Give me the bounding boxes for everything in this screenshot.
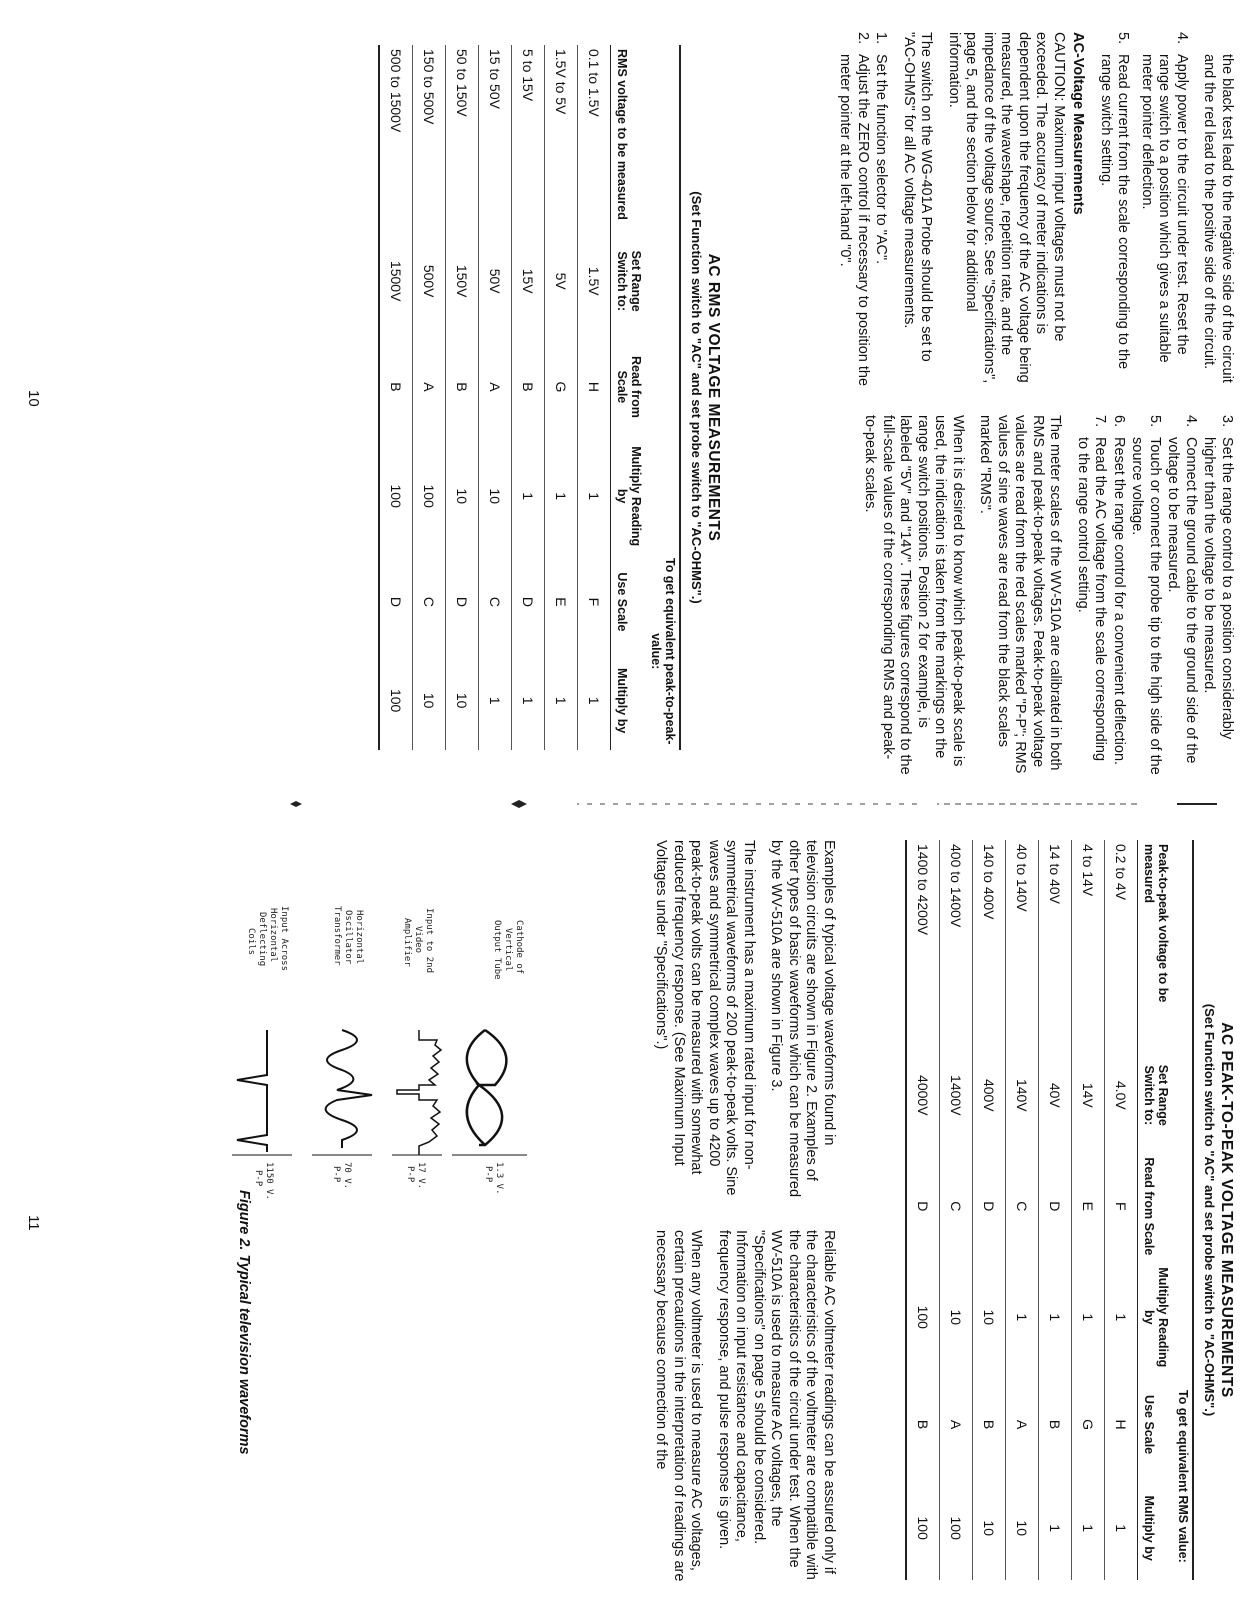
table-row: 140 to 400V 400V D 10 B 10 <box>973 840 1006 1580</box>
rms-group-header: To get equivalent peak-to-peak-value: <box>645 553 680 750</box>
table-row: 150 to 500V 500V A 100 C 10 <box>413 45 446 750</box>
list-item: 4. Apply power to the circuit under test. Reset the range switch to a position which gives a suitable meter pointer deflection. <box>1139 32 1190 363</box>
list-item: 2. Adjust the ZERO control if necessary to position the meter pointer at the left-hand "0". <box>837 32 871 387</box>
waveform-label: HorizontalOscillatorTransformer <box>332 906 364 966</box>
column-header: Multiply by <box>1138 1476 1173 1580</box>
column-header: RMS voltage to be measured <box>611 45 646 228</box>
list-item: 1. Set the function selector to "AC". <box>873 32 890 265</box>
right-column-1 <box>642 840 837 1200</box>
table-row: 500 to 1500V 1500V B 100 D 100 <box>379 45 413 750</box>
pp-table-title: AC PEAK-TO-PEAK VOLTAGE MEASUREMENTS <box>1218 1022 1235 1398</box>
page-number-11: 11 <box>25 1215 42 1231</box>
rms-table-subtitle: (Set Function switch to "AC" and set probe switch to "AC-OHMS".) <box>689 191 704 604</box>
list-item: 6. Reset the range control for a convenient deflection. <box>1111 415 1127 766</box>
table-row: 50 to 150V 150V B 10 D 10 <box>446 45 479 750</box>
table-row: 0.2 to 4V 4.0V F 1 H 1 <box>1105 840 1138 1580</box>
page-number-10: 10 <box>25 390 42 407</box>
table-row: 14 to 40V 40V D 1 B 1 <box>1039 840 1072 1580</box>
paragraph-meter-scales: The meter scales of the WV-510A are calibrated in both RMS and peak-to-peak voltages. Peak-to-peak voltage values are read from the red scales marked "P-P"; RMS values of sine waves are read from the black scales marked "RMS". <box>977 415 1064 774</box>
waveform-amplitude: 70 V.P-P <box>331 1162 352 1190</box>
page-10 <box>0 0 1257 790</box>
table-row: 40 to 140V 140V C 1 A 10 <box>1006 840 1039 1580</box>
column-header: Set Range Switch to: <box>1138 1040 1173 1151</box>
gutter-divider <box>37 790 1217 820</box>
table-row: 15 to 50V 50V A 10 C 1 <box>479 45 512 750</box>
figure-2-caption: Figure 2. Typical television waveforms <box>236 1190 252 1455</box>
paragraph-examples: Examples of typical voltage waveforms found in television circuits are shown in Figure 2. Examples of other types of basic waveforms which can be measured by the WV-510A are shown in Figure 3. <box>768 840 837 1198</box>
column-header: Use Scale <box>1138 1373 1173 1477</box>
page-11 <box>0 820 1257 1608</box>
paragraph-max-input: The instrument has a maximum rated input for non-symmetrical waveforms of 200 peak-to-peak volts. Sine waves and symmetrical complex waves up to 4200 peak-to-peak volts can be measured with somewhat reduced frequency response. (See Maximum Input Voltages under "Specifications".) <box>653 840 757 1196</box>
left-column-1 <box>826 32 1235 387</box>
waveform-amplitude: 1.3 V.P-P <box>483 1162 504 1195</box>
rms-table <box>378 45 681 750</box>
list-item: 4. Connect the ground cable to the ground side of the voltage to be measured. <box>1165 415 1199 764</box>
list-item: 5. Read current from the scale corresponding to the range switch setting. <box>1098 32 1132 370</box>
paragraph-when-voltmeter: When any voltmeter is used to measure AC voltages, certain precautions in the interpretation of readings are necessary because connection of the <box>653 1230 705 1582</box>
waveform-label: Cathode ofVerticalOutput Tube <box>492 920 524 980</box>
table-row: 5 to 15V 15V B 1 D 1 <box>512 45 545 750</box>
table-row: 0.1 to 1.5V 1.5V H 1 F 1 <box>578 45 611 750</box>
column-header: Multiply Reading by <box>611 440 646 553</box>
waveform-label: Input to 2ndVideoAmplifier <box>402 908 434 974</box>
column-header: Peak-to-peak voltage to be measured <box>1138 840 1173 1040</box>
list-item: 5. Touch or connect the probe tip to the high side of the source voltage. <box>1129 415 1163 775</box>
pp-table <box>905 840 1194 1580</box>
step-list-b <box>836 32 890 387</box>
column-header: Multiply Reading by <box>1138 1262 1173 1373</box>
waveform-amplitude: 17 V.P-P <box>405 1162 426 1190</box>
step-list-a <box>1097 32 1191 387</box>
pp-table-block <box>905 840 1235 1580</box>
pp-group-header: To get equivalent RMS value: <box>1172 1373 1193 1580</box>
rms-table-block <box>378 45 722 750</box>
column-header: Set Range Switch to: <box>611 228 646 334</box>
step-list-c <box>1074 415 1236 775</box>
list-item: 3. Set the range control to a position considerably higher than the voltage to be measured. <box>1201 415 1235 740</box>
column-header: Multiply by <box>611 651 646 750</box>
waveform-video-amplifier <box>392 908 442 1189</box>
table-row: 1.5V to 5V 5V G 1 E 1 <box>545 45 578 750</box>
section-heading-ac-voltage: AC-Voltage Measurements <box>1070 32 1087 215</box>
list-item: 7. Read the AC voltage from the scale corresponding to the range control setting. <box>1075 415 1109 762</box>
waveform-amplitude: 1150 V.P-P <box>253 1162 274 1200</box>
waveform-vertical-output <box>452 920 527 1195</box>
paragraph-which-scale: When it is desired to know which peak-to-peak scale is used, the indication is taken from the markings on the range switch positions. Position 2 for example, is labeled "5V" and "14V". These figures correspond to the full-scale values of the corresponding RMS and peak-to-peak scales. <box>862 415 966 775</box>
waveform-label: Input AcrossHorizontalDeflectingCoils <box>246 906 289 972</box>
rms-table-title: AC RMS VOLTAGE MEASUREMENTS <box>705 253 722 542</box>
table-row: 4 to 14V 14V E 1 G 1 <box>1072 840 1105 1580</box>
paragraph-caution: CAUTION: Maximum input voltages must not be exceeded. The accuracy of meter indications is dependent upon the frequency of the AC voltage being measured, the waveshape, repetition rate, and the impedance of the voltage source. See "Specifications", page 5, and the section below for additional information. <box>946 32 1067 384</box>
left-column-2 <box>851 415 1235 775</box>
paragraph-probe-switch: The switch on the WG-401A Probe should be set to "AC-OHMS" for all AC voltage measurements. <box>901 32 935 362</box>
right-column-2 <box>642 1230 837 1590</box>
table-row: 1400 to 4200V 4000V D 100 B 100 <box>906 840 940 1580</box>
figure-2-waveforms <box>117 880 537 1500</box>
waveform-horizontal-oscillator <box>312 906 372 1189</box>
column-header: Read from Scale <box>1138 1151 1173 1262</box>
pp-table-subtitle: (Set Function switch to "AC" and set probe switch to "AC-OHMS".) <box>1202 1003 1217 1417</box>
column-header: Read from Scale <box>611 334 646 440</box>
column-header: Use Scale <box>611 553 646 652</box>
paragraph-reliable: Reliable AC voltmeter readings can be assured only if the characteristics of the voltmeter are compatible with the characteristics of the circuit under test. When the WV-510A is used to measure AC voltages, the "Specifications" on page 5 should be considered. Information on input resistance and capacitance, frequency response, and pulse response is given. <box>716 1230 837 1580</box>
waveform-deflecting-coils <box>232 906 292 1200</box>
paragraph-intro: the black test lead to the negative side of the circuit and the red lead to the positive side of the circuit. <box>1201 54 1235 383</box>
table-row: 400 to 1400V 1400V C 10 A 100 <box>940 840 973 1580</box>
